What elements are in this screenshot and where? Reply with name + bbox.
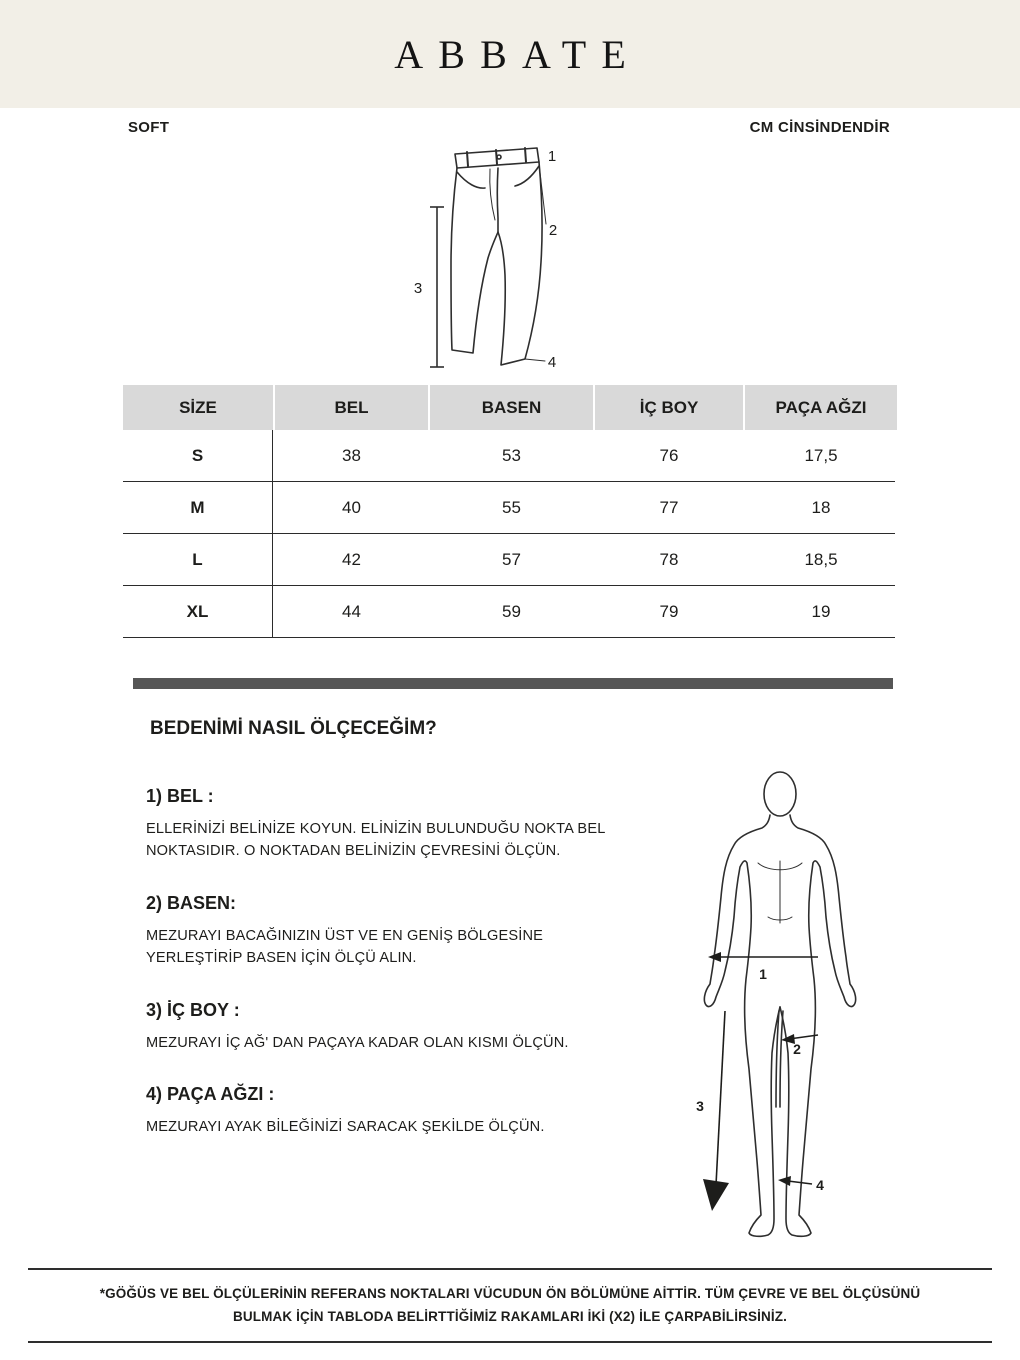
guide-section-heading: 2) BASEN: bbox=[146, 892, 237, 913]
unit-label: CM CİNSİNDENDİR bbox=[749, 119, 890, 136]
guide-section-body: MEZURAYI İÇ AĞ' DAN PAÇAYA KADAR OLAN KISMI ÖLÇÜN. bbox=[146, 1034, 569, 1051]
body-measurement-diagram bbox=[650, 765, 910, 1265]
guide-section-icboy bbox=[146, 1000, 616, 1055]
cell-bel: 38 bbox=[342, 445, 361, 465]
pants-marker-3: 3 bbox=[413, 280, 423, 297]
inseam-tape bbox=[776, 1011, 783, 1107]
body-marker-2: 2 bbox=[793, 1041, 801, 1057]
column-header-pacaagzi: PAÇA AĞZI bbox=[745, 385, 897, 430]
footer-bottom-rule bbox=[28, 1341, 992, 1343]
cell-size: S bbox=[123, 430, 273, 481]
cell-basen: 55 bbox=[502, 497, 521, 517]
table-row bbox=[123, 534, 895, 586]
cell-pacaagzi: 18,5 bbox=[804, 549, 838, 569]
cell-size: M bbox=[123, 482, 273, 533]
cell-basen: 53 bbox=[502, 445, 521, 465]
guide-section-heading: 4) PAÇA AĞZI : bbox=[146, 1084, 275, 1105]
table-row bbox=[123, 482, 895, 534]
pants-diagram bbox=[405, 140, 570, 375]
ankle-arrow bbox=[778, 1176, 812, 1186]
guide-section-heading: 1) BEL : bbox=[146, 786, 214, 806]
inseam-arrow bbox=[703, 1011, 729, 1211]
guide-section-body: MEZURAYI AYAK BİLEĞİNİZİ SARACAK ŞEKİLDE ÖLÇÜN. bbox=[146, 1119, 545, 1136]
body-outline-left bbox=[704, 815, 780, 1236]
product-type-label: SOFT bbox=[128, 119, 170, 136]
body-torso-detail bbox=[758, 861, 802, 923]
guide-section-body: ELLERİNİZİ BELİNİZE KOYUN. ELİNİZİN BULUNDUĞU NOKTA BEL NOKTASIDIR. O NOKTADAN BELİNİZİN ÇEVRESİNİ ÖLÇÜN. bbox=[146, 821, 605, 859]
pants-marker-1: 1 bbox=[547, 148, 557, 165]
cell-basen: 57 bbox=[502, 549, 521, 569]
body-marker-3: 3 bbox=[696, 1098, 704, 1114]
waist-arrow bbox=[708, 952, 818, 962]
pants-fly-line bbox=[497, 168, 498, 232]
footer-note: *GÖĞÜS VE BEL ÖLÇÜLERİNİN REFERANS NOKTALARI VÜCUDUN ÖN BÖLÜMÜNE AİTTİR. TÜM ÇEVRE VE BEL ÖLÇÜSÜNÜ BULMAK İÇİN TABLODA BELİRTTİĞİMİZ RAKAMLARI İKİ (X2) İLE ÇARPABİLİRSİNİZ. bbox=[99, 1286, 921, 1324]
cell-icboy: 79 bbox=[659, 601, 679, 621]
guide-title: BEDENİMİ NASIL ÖLÇECEĞİM? bbox=[150, 718, 437, 739]
guide-section-body: MEZURAYI BACAĞINIZIN ÜST VE EN GENİŞ BÖLGESİNE YERLEŞTİRİP BASEN İÇİN ÖLÇÜ ALIN. bbox=[146, 927, 544, 966]
section-divider-bar bbox=[133, 678, 893, 689]
brand-logo: ABBATE bbox=[394, 31, 641, 77]
table-row bbox=[123, 430, 895, 482]
cell-icboy: 78 bbox=[659, 549, 679, 569]
pants-fly-stitch bbox=[490, 169, 495, 220]
inseam-ruler bbox=[430, 207, 444, 367]
pants-marker-2: 2 bbox=[548, 222, 558, 239]
guide-section-bel bbox=[146, 786, 616, 863]
pants-outline-group bbox=[451, 148, 546, 365]
cell-bel: 44 bbox=[342, 601, 361, 621]
pants-pocket-right bbox=[515, 166, 539, 186]
guide-section-pacaagzi bbox=[146, 1084, 616, 1139]
cell-icboy: 77 bbox=[659, 497, 679, 517]
column-header-bel: BEL bbox=[275, 385, 428, 430]
cell-pacaagzi: 18 bbox=[811, 497, 831, 517]
cell-size: XL bbox=[123, 586, 273, 637]
column-header-size: SİZE bbox=[123, 385, 273, 430]
pants-pocket-left bbox=[457, 172, 485, 188]
body-outline-right bbox=[780, 815, 856, 1236]
size-table bbox=[123, 385, 895, 638]
cell-pacaagzi: 19 bbox=[811, 601, 831, 621]
guide-sections bbox=[146, 786, 616, 1169]
size-table-header bbox=[123, 385, 895, 430]
hem-leader-line bbox=[525, 359, 545, 361]
pants-marker-4: 4 bbox=[547, 354, 557, 371]
cell-size: L bbox=[123, 534, 273, 585]
cell-pacaagzi: 17,5 bbox=[804, 445, 838, 465]
guide-section-heading: 3) İÇ BOY : bbox=[146, 999, 240, 1020]
column-header-basen: BASEN bbox=[430, 385, 593, 430]
cell-bel: 40 bbox=[342, 497, 361, 517]
footer-top-rule bbox=[28, 1268, 992, 1270]
guide-section-basen bbox=[146, 893, 616, 970]
table-row bbox=[123, 586, 895, 638]
cell-basen: 59 bbox=[502, 601, 521, 621]
column-header-icboy: İÇ BOY bbox=[595, 385, 743, 430]
body-marker-4: 4 bbox=[816, 1177, 824, 1193]
pants-button bbox=[497, 155, 501, 159]
body-marker-1: 1 bbox=[759, 966, 767, 982]
body-head bbox=[764, 772, 796, 816]
cell-bel: 42 bbox=[342, 549, 361, 569]
cell-icboy: 76 bbox=[659, 445, 679, 465]
brand-band bbox=[0, 0, 1020, 108]
